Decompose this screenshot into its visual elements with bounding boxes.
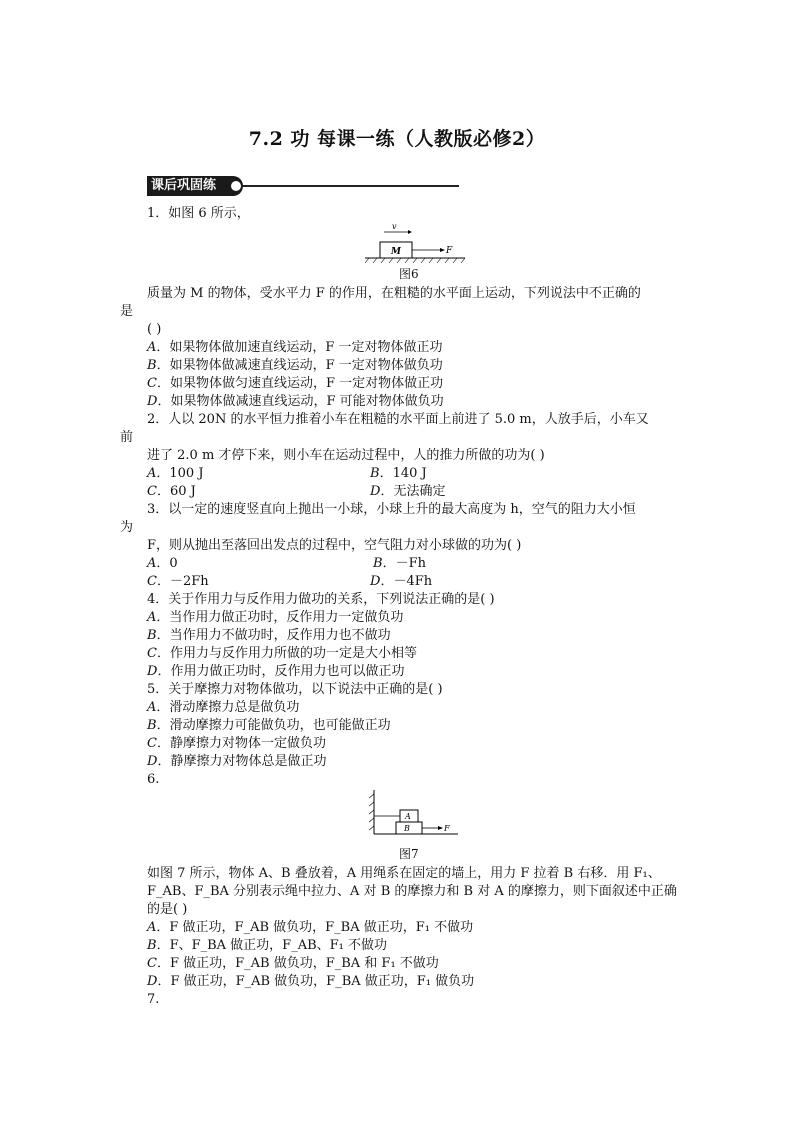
q1-option-d: D．如果物体做减速直线运动，F 可能对物体做负功 [147,394,444,409]
q4-option-d: D．作用力做正功时，反作用力也可以做正功 [147,664,405,679]
q1-option-b: B．如果物体做减速直线运动，F 一定对物体做负功 [147,358,443,373]
q2-stem-line2: 前 [120,430,134,445]
q1-stem-line1: 质量为 M 的物体，受水平力 F 的作用，在粗糙的水平面上运动，下列说法中不正确的 [147,286,641,301]
q1-option-c: C．如果物体做匀速直线运动，F 一定对物体做正功 [147,376,444,391]
q5-stem: 5．关于摩擦力对物体做功，以下说法中正确的是( ) [147,682,443,697]
figure-7-caption: 图7 [399,847,419,861]
q3-option-d: D．－4Fh [370,574,433,589]
figure-7-label-a: A [405,812,411,821]
figure-7-stacked-blocks-diagram [366,788,462,840]
q6-option-c: C．F 做正功，F_AB 做负功，F_BA 和 F₁ 不做功 [147,956,439,971]
q5-option-c: C．静摩擦力对物体一定做负功 [147,736,326,751]
q2-option-b: B．140 J [370,466,427,481]
q3-stem-line3: F，则从抛出至落回出发点的过程中，空气阻力对小球做的功为( ) [147,538,522,553]
q2-option-d: D．无法确定 [370,484,446,499]
q3-stem-line1: 3．以一定的速度竖直向上抛出一小球，小球上升的最大高度为 h，空气的阻力大小恒 [147,502,636,517]
q5-option-a: A．滑动摩擦力总是做负功 [147,700,300,715]
figure-6-force-label: F [446,246,453,256]
q1-option-a: A．如果物体做加速直线运动，F 一定对物体做正功 [147,340,443,355]
q4-option-c: C．作用力与反作用力所做的功一定是大小相等 [147,646,417,661]
q1-stem-line2: 是 [120,304,134,319]
q6-number: 6. [147,772,160,787]
q7-number: 7. [147,992,160,1007]
page-title: 7.2 功 每课一练（人教版必修2） [248,128,546,150]
q3-option-a: A．0 [147,556,178,571]
figure-6-block-diagram [360,220,470,268]
q1-intro: 1．如图 6 所示， [147,206,250,221]
q3-option-b: B．－Fh [373,556,426,571]
q2-option-a: A．100 J [147,466,204,481]
figure-6-mass-label: M [391,247,401,257]
q1-bracket: ( ) [147,322,162,337]
q3-stem-line2: 为 [120,520,134,535]
q6-option-b: B．F、F_BA 做正功，F_AB、F₁ 不做功 [147,938,388,953]
q6-option-d: D．F 做正功，F_AB 做负功，F_BA 做正功，F₁ 做负功 [147,974,475,989]
section-divider [243,185,459,187]
q3-option-c: C．－2Fh [147,574,209,589]
figure-7-force-label: F [444,824,450,833]
q5-option-d: D．静摩擦力对物体总是做正功 [147,754,327,769]
section-label: 课后巩固练 [147,176,243,196]
q4-option-a: A．当作用力做正功时，反作用力一定做负功 [147,610,404,625]
section-dot-icon [231,181,241,191]
q2-option-c: C．60 J [147,484,196,499]
q4-option-b: B．当作用力不做功时，反作用力也不做功 [147,628,391,643]
q5-option-b: B．滑动摩擦力可能做负功，也可能做正功 [147,718,391,733]
figure-6-caption: 图6 [399,267,419,281]
q6-stem-line2: F_AB、F_BA 分别表示绳中拉力、A 对 B 的摩擦力和 B 对 A 的摩擦力，则下面叙述中正确 [147,884,677,899]
q6-stem-line1: 如图 7 所示，物体 A、B 叠放着，A 用绳系在固定的墙上，用力 F 拉着 B 右移．用 F₁、 [147,866,661,881]
q6-stem-line3: 的是( ) [147,902,188,917]
q6-option-a: A．F 做正功，F_AB 做负功，F_BA 做正功，F₁ 不做功 [147,920,474,935]
figure-6-velocity-label: v [392,222,397,231]
figure-7-label-b: B [404,824,410,833]
q2-stem-line1: 2．人以 20N 的水平恒力推着小车在粗糙的水平面上前进了 5.0 m，人放手后，小车又 [147,412,649,427]
q4-stem: 4．关于作用力与反作用力做功的关系，下列说法正确的是( ) [147,592,495,607]
q2-stem-line3: 进了 2.0 m 才停下来，则小车在运动过程中，人的推力所做的功为( ) [147,448,545,463]
section-header [147,176,459,196]
